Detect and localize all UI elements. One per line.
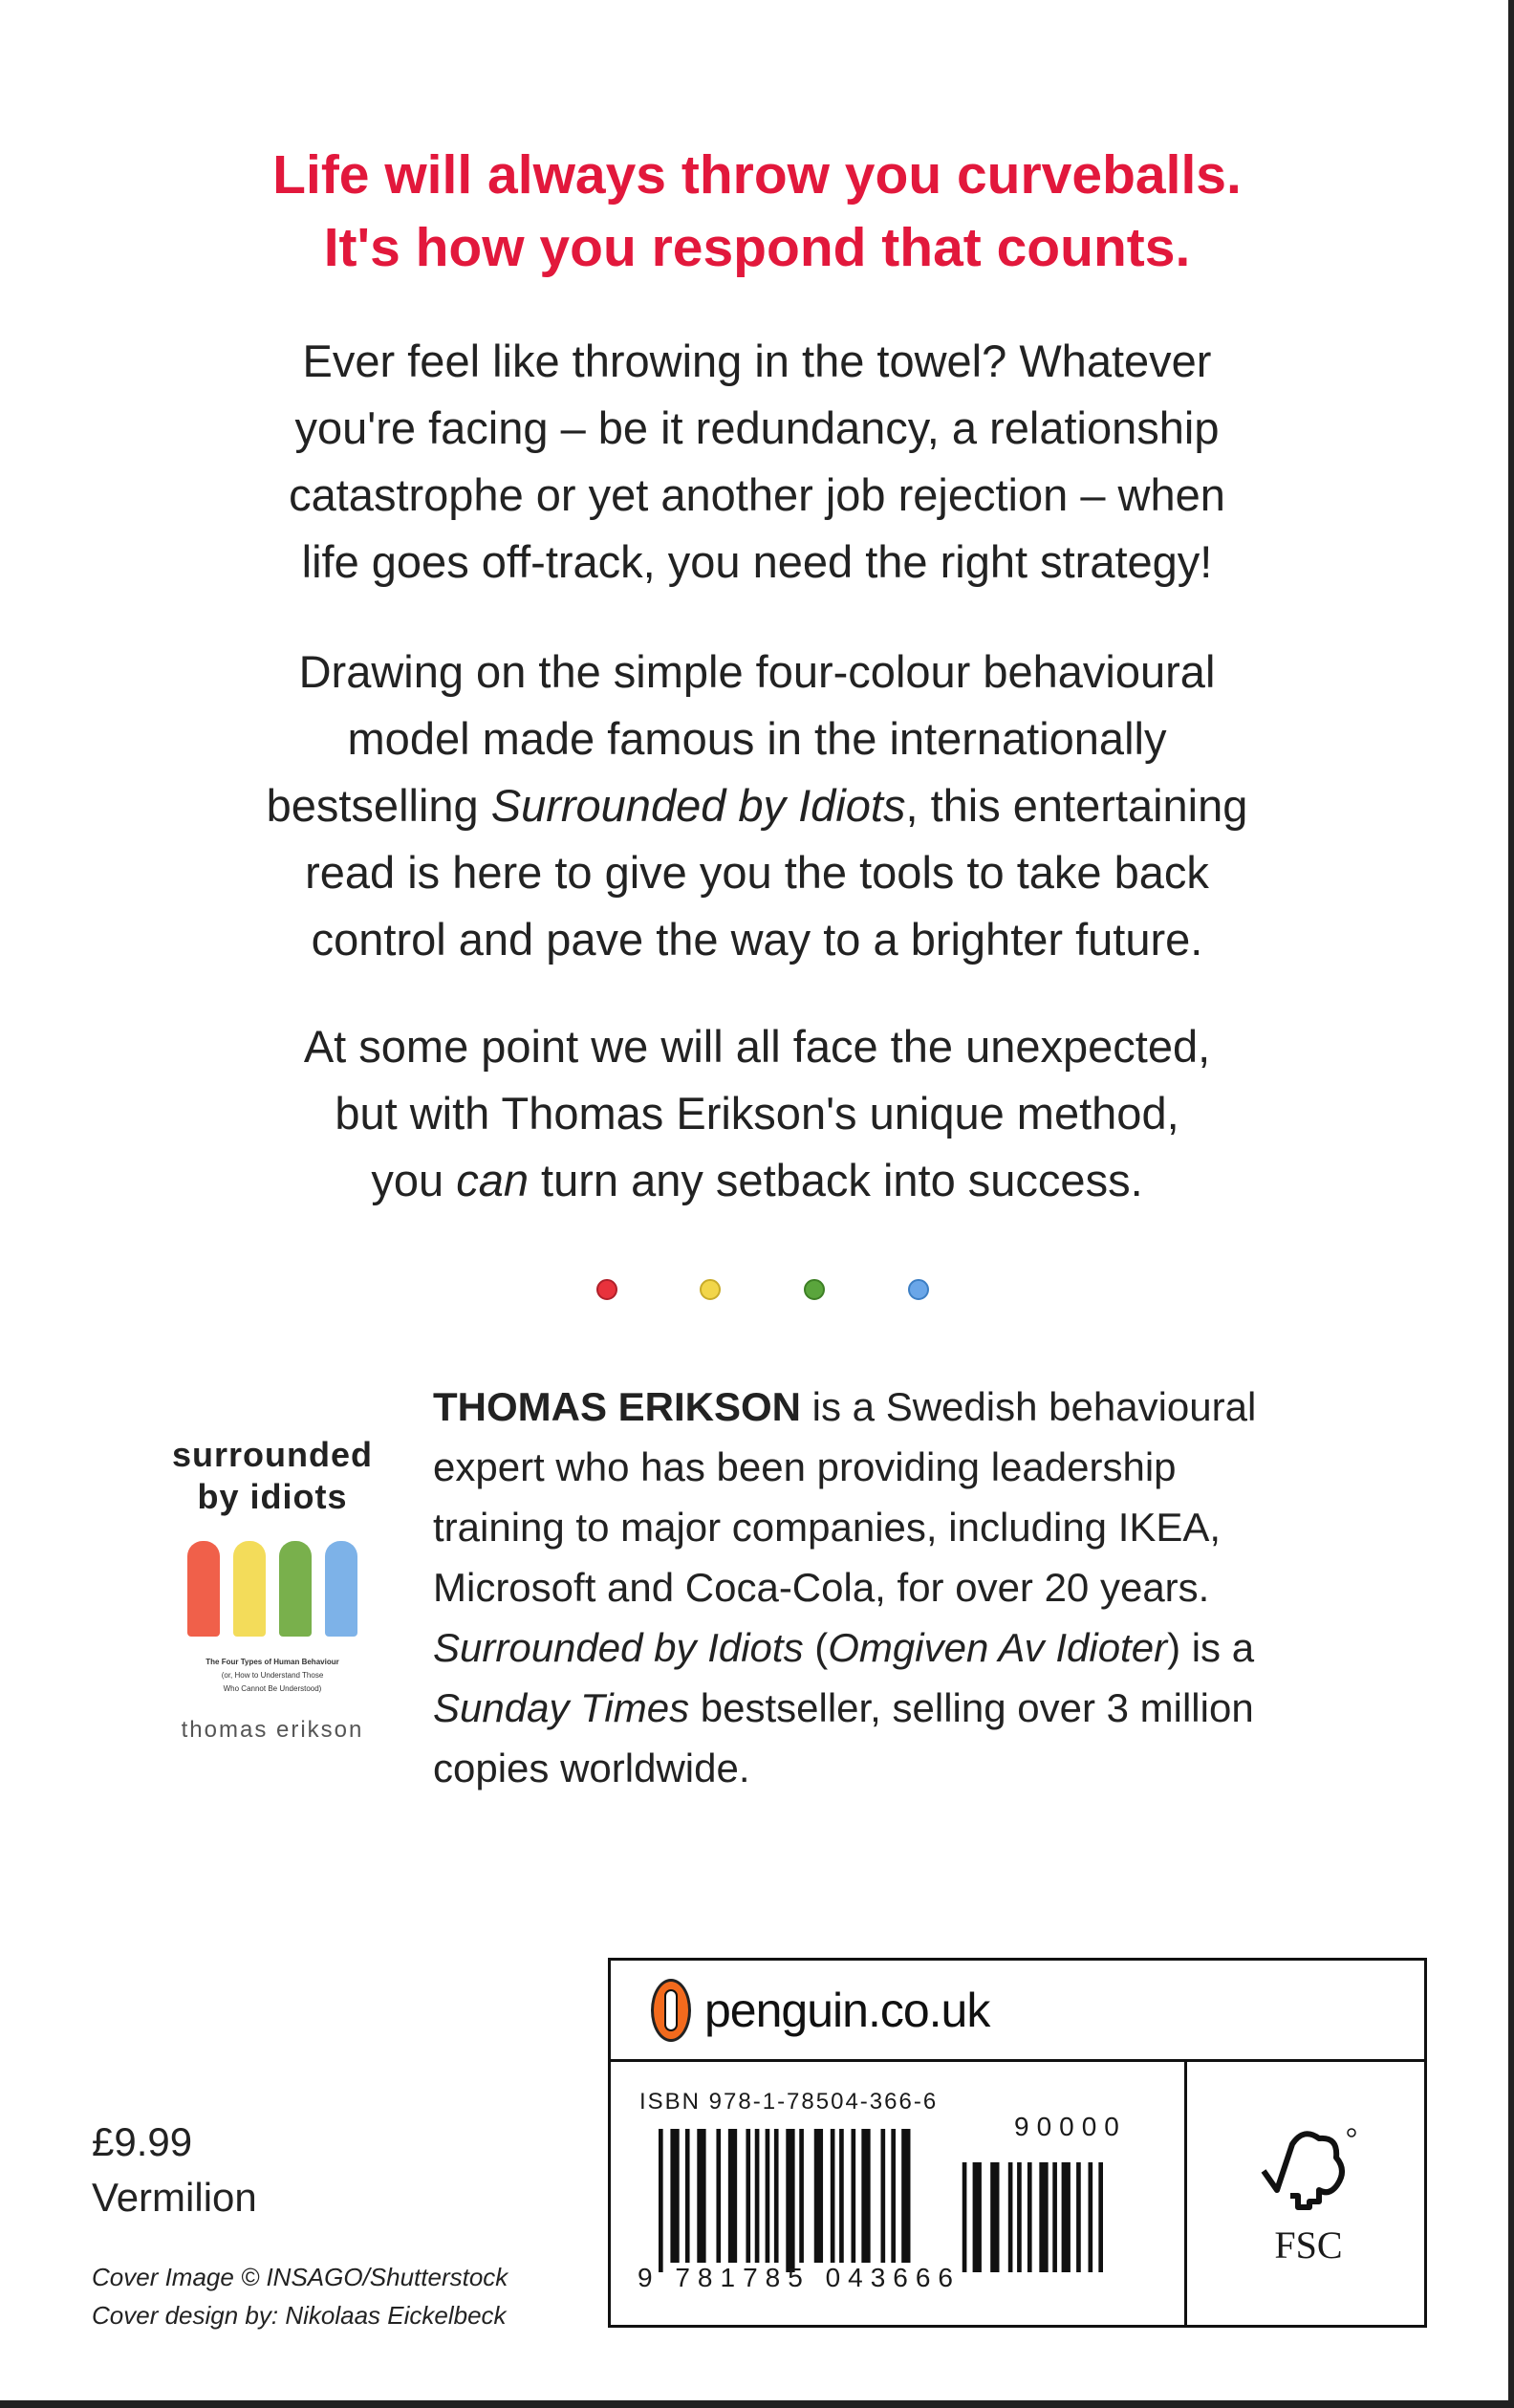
text: is a Swedish behavioural [801,1384,1257,1429]
barcode-box [608,1958,1427,2328]
headline [0,139,1514,284]
isbn-barcode [611,2062,1187,2328]
author-name: THOMAS ERIKSON [433,1384,802,1429]
text-line: Microsoft and Coca-Cola, for over 20 years. [433,1565,1210,1610]
book-title: Omgiven Av Idioter [828,1625,1168,1670]
text-line: training to major companies, including IKEA, [433,1505,1222,1550]
yellow-figure-icon [233,1541,266,1637]
thumb-author: thomas erikson [181,1717,364,1743]
blurb-paragraph-2 [0,639,1514,973]
thumb-subtitle [153,1656,392,1696]
isbn-text: ISBN 978-1-78504-366-6 [639,2089,939,2115]
text: ( [803,1625,829,1670]
fsc-logo [1190,2062,1427,2328]
text: you [371,1155,457,1205]
text: ) is a [1167,1625,1255,1670]
thumb-title-line: by idiots [197,1477,348,1516]
text-line [433,1377,1389,1437]
credit-line: Cover Image © INSAGO/Shutterstock [92,2263,508,2291]
yellow-dot [700,1279,721,1300]
author-bio [433,1377,1389,1798]
price-block [92,2115,257,2225]
text-line: but with Thomas Erikson's unique method, [335,1088,1179,1139]
text-line [433,1617,1389,1678]
penguin-logo-icon [651,1979,691,2042]
thumb-subtitle-line: Who Cannot Be Understood) [223,1684,322,1693]
price: £9.99 [92,2119,193,2164]
thumb-title [153,1434,392,1518]
text-line: read is here to give you the tools to take back [305,847,1209,898]
headline-line: It's how you respond that counts. [323,217,1191,278]
fsc-label: FSC [1274,2223,1343,2267]
text: turn any setback into success. [528,1155,1143,1205]
red-dot [596,1279,617,1300]
newspaper-title: Sunday Times [433,1685,690,1730]
silhouettes [153,1541,392,1637]
blurb-paragraph-3 [0,1013,1514,1214]
book-title: Surrounded by Idiots [490,780,906,831]
text: bestseller, selling over 3 million [689,1685,1254,1730]
cover-credits [92,2258,508,2334]
green-figure-icon [279,1541,312,1637]
text-line: Drawing on the simple four-colour behavioural [298,646,1216,697]
text-line [433,1678,1389,1738]
text-line: At some point we will all face the unexpected, [303,1021,1211,1072]
blue-figure-icon [325,1541,357,1637]
blurb-paragraph-1 [0,328,1514,596]
text: bestselling [266,780,491,831]
publisher: Vermilion [92,2175,257,2220]
page-edge-bottom [0,2400,1514,2408]
text-line: expert who has been providing leadership [433,1444,1177,1489]
text-line: life goes off-track, you need the right strategy! [301,536,1213,587]
text-line: you're facing – be it redundancy, a relationship [294,402,1220,453]
red-figure-icon [187,1541,220,1637]
credit-line: Cover design by: Nikolaas Eickelbeck [92,2301,507,2330]
blue-dot [908,1279,929,1300]
text-line [0,772,1514,839]
headline-line: Life will always throw you curveballs. [272,144,1242,206]
text-line [0,1147,1514,1214]
text-line: copies worldwide. [433,1746,750,1790]
thumb-subtitle-line: The Four Types of Human Behaviour [205,1658,339,1666]
fsc-tree-icon [1256,2123,1361,2219]
text: , this entertaining [905,780,1248,831]
website-link[interactable]: penguin.co.uk [704,1983,990,2037]
book-cover-thumbnail [153,1405,392,1759]
thumb-title-line: surrounded [171,1435,373,1474]
text-line: Ever feel like throwing in the towel? Whatever [302,336,1212,386]
emphasis: can [456,1155,529,1205]
text-line: catastrophe or yet another job rejection – when [289,469,1225,520]
book-title: Surrounded by Idiots [433,1625,804,1670]
barcode-digits: 9 781785 043666 [638,2263,961,2292]
green-dot [804,1279,825,1300]
publisher-website-row [611,1961,1424,2062]
text-line: model made famous in the internationally [347,713,1167,764]
text-line: control and pave the way to a brighter future. [311,914,1203,965]
thumb-subtitle-line: (or, How to Understand Those [221,1671,324,1680]
price-addon-digits: 90000 [1014,2112,1127,2141]
